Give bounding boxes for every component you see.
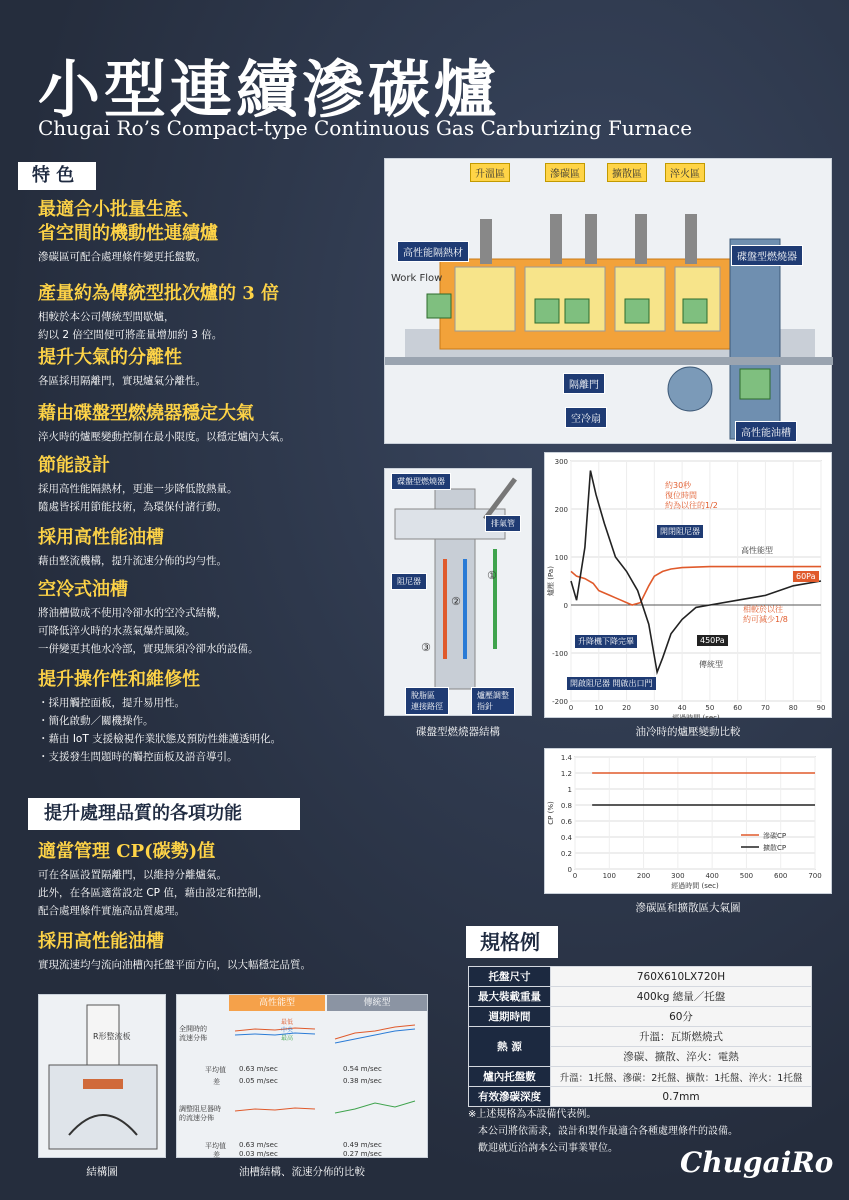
x-tick-label: 400 bbox=[705, 872, 719, 880]
row2-avg-label: 平均值 bbox=[205, 1142, 226, 1150]
feature-heading: 節能設計 bbox=[38, 455, 110, 476]
exhaust-label: 排氣管 bbox=[485, 515, 521, 532]
furnace-diagram bbox=[384, 158, 832, 444]
feature-heading: 提升大氣的分離性 bbox=[38, 347, 182, 368]
spec-row: 爐內托盤數 升溫：1托盤、滲碳：2托盤、擴散：1托盤、淬火：1托盤 bbox=[469, 1067, 812, 1087]
y-tick-label: 1 bbox=[567, 786, 572, 794]
pressure-annot-5: 升降機下降完畢 bbox=[575, 635, 637, 648]
x-tick-label: 90 bbox=[816, 704, 826, 712]
page-subtitle: Chugai Ro’s Compact-type Continuous Gas Carburizing Furnace bbox=[38, 116, 693, 140]
spec-row: 熱 源 升溫：瓦斯燃燒式 bbox=[469, 1027, 812, 1047]
y-tick-label: 0 bbox=[563, 602, 568, 610]
oil-tank-structure bbox=[38, 994, 166, 1158]
x-tick-label: 0 bbox=[568, 704, 574, 712]
spec-row: 週期時間 60分 bbox=[469, 1007, 812, 1027]
zone-carburizing: 滲碳區 bbox=[545, 163, 585, 182]
hp-full-diff: 0.05 m/sec bbox=[239, 1077, 278, 1085]
x-tick-label: 0 bbox=[572, 872, 578, 880]
x-tick-label: 10 bbox=[594, 704, 604, 712]
spec-row: 有效滲碳深度 0.7mm bbox=[469, 1087, 812, 1107]
spec-row: 托盤尺寸 760X610LX720H bbox=[469, 967, 812, 987]
legend-label: 滲碳CP bbox=[763, 832, 787, 840]
regulator-label: 爐壓調整 指針 bbox=[471, 687, 515, 715]
y-axis-label: CP (%) bbox=[547, 801, 555, 825]
row2-label: 調整阻尼器時 的流速分佈 bbox=[179, 1105, 221, 1122]
furnace-illustration bbox=[385, 159, 833, 445]
pressure-chart bbox=[544, 452, 832, 718]
feature-description: 相較於本公司傳統型間歇爐， 約以 2 倍空間便可將產量增加約 3 倍。 bbox=[38, 311, 223, 341]
features-tag: 特 色 bbox=[18, 162, 96, 190]
legend-low: 最低 bbox=[281, 1019, 294, 1026]
burner-illustration bbox=[385, 469, 533, 717]
pressure-annot-1: 約30秒 復位時間 約為以往的1/2 bbox=[665, 481, 718, 510]
pressure-annot-3: 高性能型 bbox=[741, 546, 773, 555]
zone-diffusion: 擴散區 bbox=[607, 163, 647, 182]
hp-adj-diff: 0.03 m/sec bbox=[239, 1150, 278, 1158]
spec-tag: 規格例 bbox=[466, 926, 558, 958]
x-tick-label: 100 bbox=[602, 872, 616, 880]
x-axis-label: 經過時間 (sec) bbox=[671, 882, 719, 890]
feature-description: ・採用觸控面板，提升易用性。 ・簡化啟動／關機操作。 ・藉由 IoT 支援檢視作業狀態及預防性維護透明化。 ・支援發生問題時的觸控面板及語音導引。 bbox=[38, 697, 282, 763]
quality-heading: 採用高性能油槽 bbox=[38, 931, 164, 952]
feature-description: 滲碳區可配合處理條件變更托盤數。 bbox=[38, 251, 206, 263]
y-tick-label: 200 bbox=[554, 506, 568, 514]
zone-quench: 淬火區 bbox=[665, 163, 705, 182]
quality-heading: 適當管理 CP(碳勢)值 bbox=[38, 841, 216, 862]
oil-tank-structure-label: R形整流板 bbox=[93, 1032, 131, 1041]
pressure-annot-2: 開閉阻尼器 bbox=[657, 525, 703, 538]
zone-heating: 升溫區 bbox=[470, 163, 510, 182]
x-tick-label: 30 bbox=[649, 704, 659, 712]
pressure-annot-7: 開啟阻尼器 開啟出口門 bbox=[567, 677, 656, 690]
burner-diagram bbox=[384, 468, 532, 716]
y-axis-label: 爐壓 (Pa) bbox=[547, 566, 555, 596]
hp-full-avg: 0.63 m/sec bbox=[239, 1065, 278, 1073]
tr-adj-diff: 0.27 m/sec bbox=[343, 1150, 382, 1158]
cp-chart bbox=[544, 748, 832, 894]
x-axis-label: 經過時間 (sec) bbox=[672, 714, 720, 719]
feature-description: 將油槽做成不使用冷卻水的空冷式結構， 可降低淬火時的水蒸氣爆炸風險。 一併變更其他水冷部，實現無須冷卻水的設備。 bbox=[38, 607, 259, 655]
callout-fan: 空冷扇 bbox=[565, 407, 607, 428]
y-tick-label: 1.4 bbox=[560, 754, 572, 762]
row1-diff-label: 差 bbox=[213, 1078, 220, 1086]
legend-label: 擴散CP bbox=[763, 844, 787, 852]
company-logo: ChugaiRo bbox=[680, 1146, 834, 1179]
row1-label: 全開時的 流速分佈 bbox=[179, 1025, 207, 1042]
row1-avg-label: 平均值 bbox=[205, 1066, 226, 1074]
hp-adj-avg: 0.63 m/sec bbox=[239, 1141, 278, 1149]
x-tick-label: 200 bbox=[636, 872, 651, 880]
x-tick-label: 70 bbox=[760, 704, 770, 712]
pressure-value-60: 60Pa bbox=[793, 571, 819, 582]
y-tick-label: 300 bbox=[554, 458, 568, 466]
x-tick-label: 60 bbox=[733, 704, 743, 712]
feature-heading: 最適合小批量生產、 省空間的機動性連續爐 bbox=[38, 199, 218, 244]
tr-adj-avg: 0.49 m/sec bbox=[343, 1141, 382, 1149]
y-tick-label: 100 bbox=[554, 554, 568, 562]
oil-tank-compare-caption: 油槽結構、流速分佈的比較 bbox=[239, 1166, 365, 1178]
row2-diff-label: 差 bbox=[213, 1151, 220, 1159]
quality-description: 可在各區設置隔離門，以維持分離爐氣。 此外，在各區適當設定 CP 值，藉由設定和控制， 配合處理條件實施高品質處理。 bbox=[38, 869, 269, 917]
step-2: ② bbox=[451, 595, 461, 608]
y-tick-label: 0.4 bbox=[560, 834, 572, 842]
x-tick-label: 500 bbox=[739, 872, 754, 880]
legend-mid: 中央 bbox=[281, 1027, 294, 1034]
oil-tank-compare bbox=[176, 994, 428, 1158]
pressure-caption: 油冷時的爐壓變動比較 bbox=[635, 726, 741, 738]
spec-table bbox=[468, 966, 812, 1107]
callout-work-flow: Work Flow bbox=[391, 273, 443, 284]
x-tick-label: 50 bbox=[705, 704, 715, 712]
y-tick-label: 0 bbox=[567, 866, 572, 874]
callout-door: 隔離門 bbox=[563, 373, 605, 394]
callout-burner: 碟盤型燃燒器 bbox=[731, 245, 803, 266]
y-tick-label: 0.8 bbox=[560, 802, 572, 810]
pressure-annot-4: 相較於以往 約可減少1/8 bbox=[743, 605, 788, 624]
feature-description: 各區採用隔離門，實現爐氣分離性。 bbox=[38, 375, 206, 387]
oil-tank-illustration bbox=[39, 995, 167, 1159]
compare-header-tr: 傳統型 bbox=[327, 995, 427, 1011]
x-tick-label: 700 bbox=[808, 872, 822, 880]
spec-note: ※上述規格為本設備代表例。 本公司將依需求，設計和製作最適合各種處理條件的設備。 歡迎就近洽詢本公司事業單位。 bbox=[468, 1109, 738, 1154]
step-3: ③ bbox=[421, 641, 431, 654]
feature-description: 採用高性能隔熱材，更進一步降低散熱量。 隨處皆採用節能技術，為環保付諸行動。 bbox=[38, 483, 238, 513]
burner-label: 碟盤型燃燒器 bbox=[391, 473, 451, 490]
callout-oil-tank: 高性能油槽 bbox=[735, 421, 797, 442]
legend-high: 最高 bbox=[281, 1035, 294, 1042]
x-tick-label: 40 bbox=[677, 704, 687, 712]
spec-row: 最大裝載重量 400kg 總量／托盤 bbox=[469, 987, 812, 1007]
degas-label: 脫脂區 連接路徑 bbox=[405, 687, 449, 715]
burner-caption: 碟盤型燃燒器結構 bbox=[416, 726, 500, 738]
x-tick-label: 80 bbox=[788, 704, 798, 712]
spec-row: 滲碳、擴散、淬火：電熱 bbox=[469, 1047, 812, 1067]
compare-header-hp: 高性能型 bbox=[229, 995, 325, 1011]
cp-caption: 滲碳區和擴散區大氣圖 bbox=[635, 902, 741, 914]
cp-chart-svg bbox=[545, 749, 833, 895]
feature-heading: 採用高性能油槽 bbox=[38, 527, 164, 548]
feature-description: 淬火時的爐壓變動控制在最小限度。以穩定爐內大氣。 bbox=[38, 431, 290, 443]
tr-full-diff: 0.38 m/sec bbox=[343, 1077, 382, 1085]
feature-description: 藉由整流機構，提升流速分佈的均勻性。 bbox=[38, 555, 227, 567]
feature-heading: 產量約為傳統型批次爐的 3 倍 bbox=[38, 283, 280, 304]
step-1: ① bbox=[487, 569, 497, 582]
quality-description: 實現流速均勻流向油槽內托盤平面方向，以大幅穩定品質。 bbox=[38, 959, 311, 971]
feature-heading: 藉由碟盤型燃燒器穩定大氣 bbox=[38, 403, 254, 424]
y-tick-label: -200 bbox=[552, 698, 568, 706]
tr-full-avg: 0.54 m/sec bbox=[343, 1065, 382, 1073]
oil-tank-structure-caption: 結構圖 bbox=[86, 1166, 118, 1178]
pressure-annot-6: 傳統型 bbox=[699, 660, 723, 669]
y-tick-label: 1.2 bbox=[560, 770, 572, 778]
quality-tag: 提升處理品質的各項功能 bbox=[28, 798, 300, 830]
y-tick-label: 0.2 bbox=[560, 850, 572, 858]
pressure-value-450: 450Pa bbox=[697, 635, 728, 646]
callout-insulation: 高性能隔熱材 bbox=[397, 241, 469, 262]
feature-heading: 提升操作性和維修性 bbox=[38, 669, 200, 690]
y-tick-label: -100 bbox=[552, 650, 568, 658]
feature-heading: 空冷式油槽 bbox=[38, 579, 128, 600]
damper-label: 阻尼器 bbox=[391, 573, 427, 590]
x-tick-label: 20 bbox=[622, 704, 632, 712]
x-tick-label: 600 bbox=[774, 872, 788, 880]
y-tick-label: 0.6 bbox=[560, 818, 572, 826]
x-tick-label: 300 bbox=[671, 872, 685, 880]
page-title: 小型連續滲碳爐 bbox=[38, 53, 501, 126]
